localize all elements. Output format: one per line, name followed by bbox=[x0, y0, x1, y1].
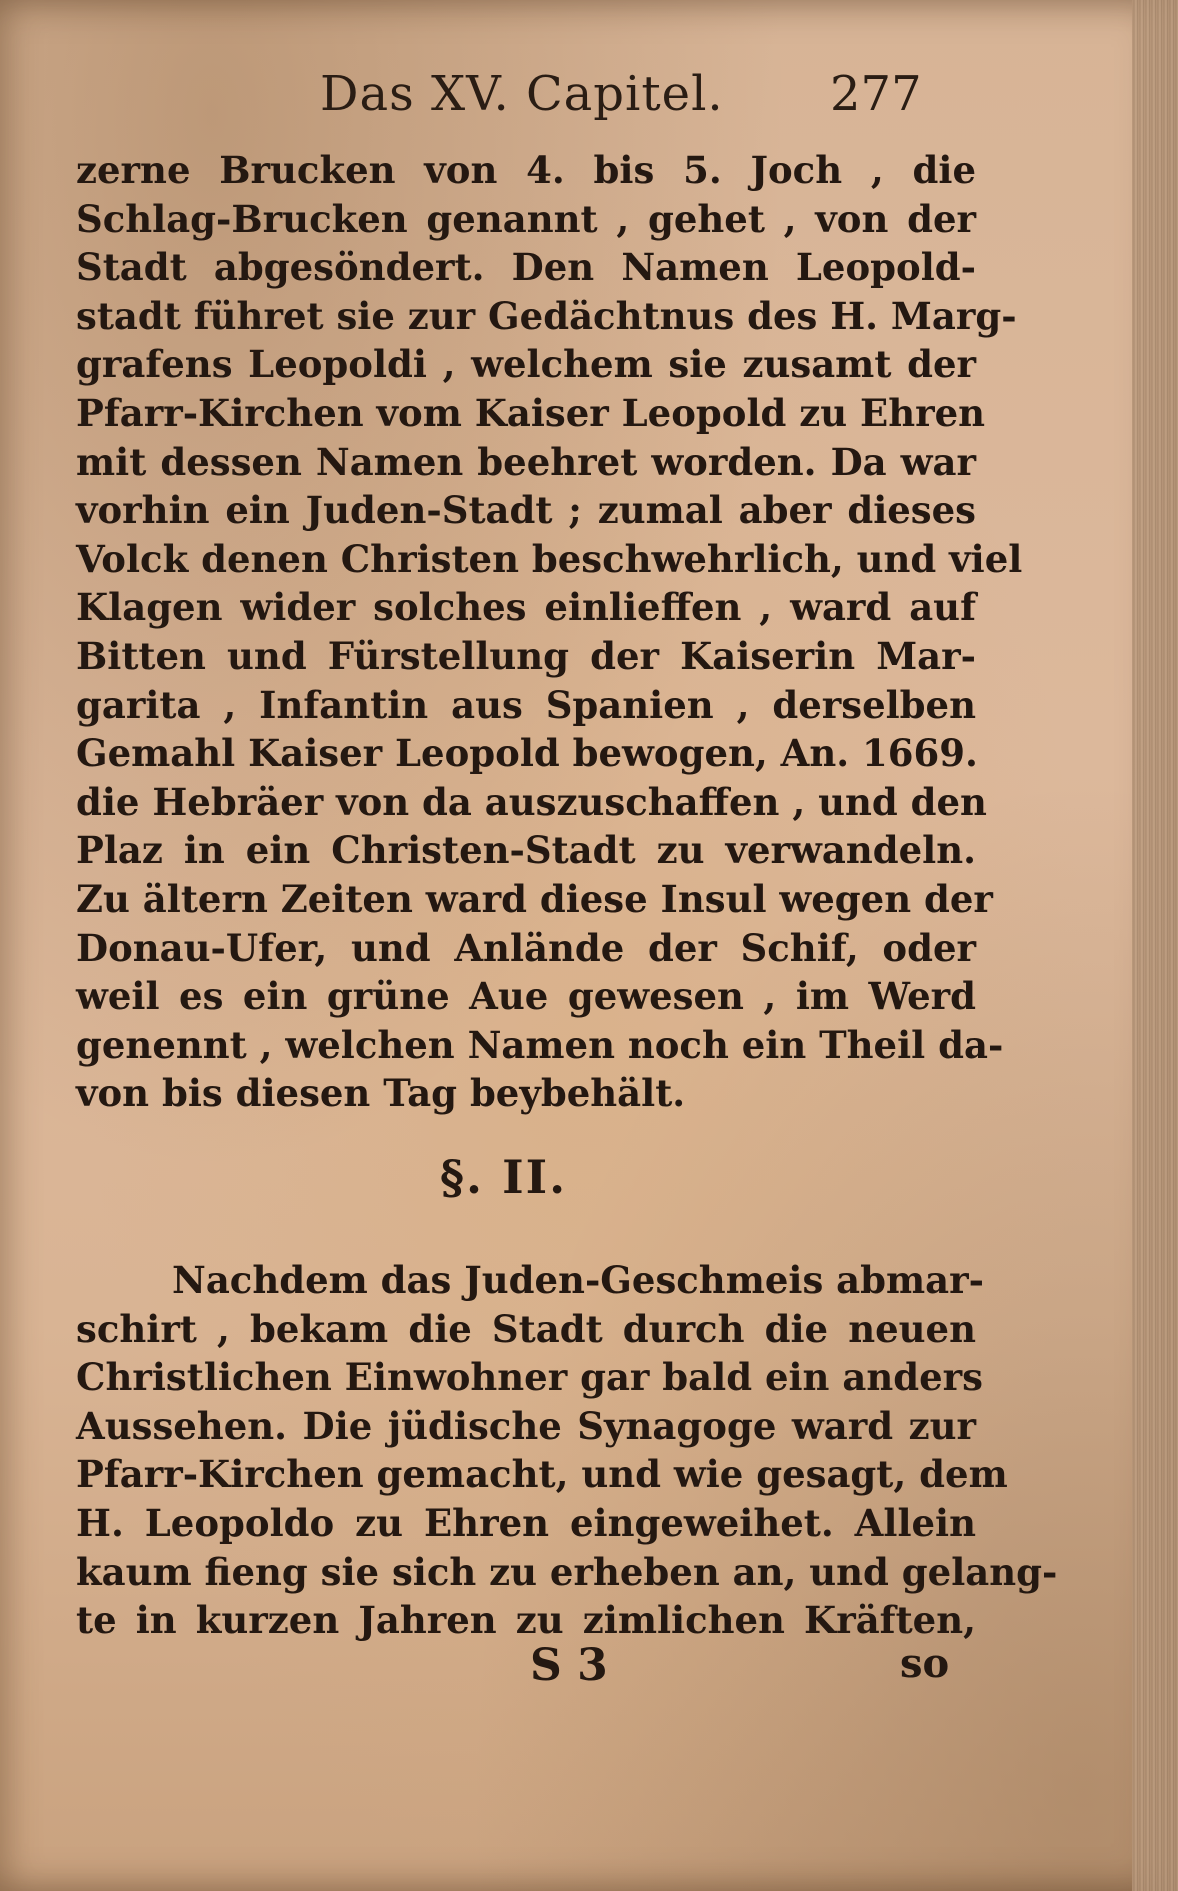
text-line: te in kurzen Jahren zu zimlichen Kräften, bbox=[76, 1598, 976, 1643]
text-line: Stadt abgesöndert. Den Namen Leopold- bbox=[76, 245, 976, 290]
text-line: Volck denen Christen beschwehrlich, und viel bbox=[76, 536, 1023, 581]
text-line: Plaz in ein Christen-Stadt zu verwandeln. bbox=[76, 828, 976, 873]
body-text bbox=[76, 146, 1023, 1118]
text-line: die Hebräer von da auszuschaffen , und den bbox=[76, 779, 987, 824]
catchword: so bbox=[900, 1640, 950, 1687]
page-number: 277 bbox=[830, 66, 922, 122]
text-line: Bitten und Fürstellung der Kaiserin Mar- bbox=[76, 633, 976, 678]
text-line: H. Leopoldo zu Ehren eingeweihet. Allein bbox=[76, 1500, 976, 1545]
text-line: vorhin ein Juden-Stadt ; zumal aber dieses bbox=[76, 488, 976, 533]
text-line: Zu ältern Zeiten ward diese Insul wegen der bbox=[76, 876, 993, 921]
text-line: Christlichen Einwohner gar bald ein anders bbox=[76, 1355, 983, 1400]
section-heading: §. II. bbox=[440, 1150, 568, 1204]
text-line: Aussehen. Die jüdische Synagoge ward zur bbox=[76, 1403, 976, 1448]
page-header bbox=[320, 58, 940, 138]
text-line: Klagen wider solches einlieffen , ward auf bbox=[76, 585, 976, 630]
text-line: Gemahl Kaiser Leopold bewogen, An. 1669. bbox=[76, 731, 978, 776]
text-line: garita , Infantin aus Spanien , derselben bbox=[76, 682, 976, 727]
text-line: zerne Brucken von 4. bis 5. Joch , die bbox=[76, 148, 976, 192]
text-line: Schlag-Brucken genannt , gehet , von der bbox=[76, 196, 976, 241]
text-line: schirt , bekam die Stadt durch die neuen bbox=[76, 1306, 976, 1351]
text-line: grafens Leopoldi , welchem sie zusamt der bbox=[76, 342, 976, 387]
text-line: Nachdem das Juden-Geschmeis abmar- bbox=[172, 1258, 984, 1302]
text-line: stadt führet sie zur Gedächtnus des H. Marg- bbox=[76, 293, 1017, 338]
text-line: kaum fieng sie sich zu erheben an, und gelang- bbox=[76, 1549, 1058, 1594]
text-line: von bis diesen Tag beybehält. bbox=[76, 1071, 686, 1116]
text-line: genennt , welchen Namen noch ein Theil da- bbox=[76, 1022, 1004, 1067]
page-edge-stack bbox=[1132, 0, 1178, 1891]
text-line: Pfarr-Kirchen gemacht, und wie gesagt, dem bbox=[76, 1452, 1008, 1497]
text-line: Pfarr-Kirchen vom Kaiser Leopold zu Ehren bbox=[76, 390, 986, 435]
signature-mark: S 3 bbox=[530, 1640, 608, 1691]
text-line: Donau-Ufer, und Anlände der Schif, oder bbox=[76, 925, 976, 970]
text-line: mit dessen Namen beehret worden. Da war bbox=[76, 439, 976, 484]
running-title: Das XV. Capitel. bbox=[320, 66, 724, 122]
body-text-section-2 bbox=[76, 1256, 1058, 1645]
text-line: weil es ein grüne Aue gewesen , im Werd bbox=[76, 974, 976, 1019]
